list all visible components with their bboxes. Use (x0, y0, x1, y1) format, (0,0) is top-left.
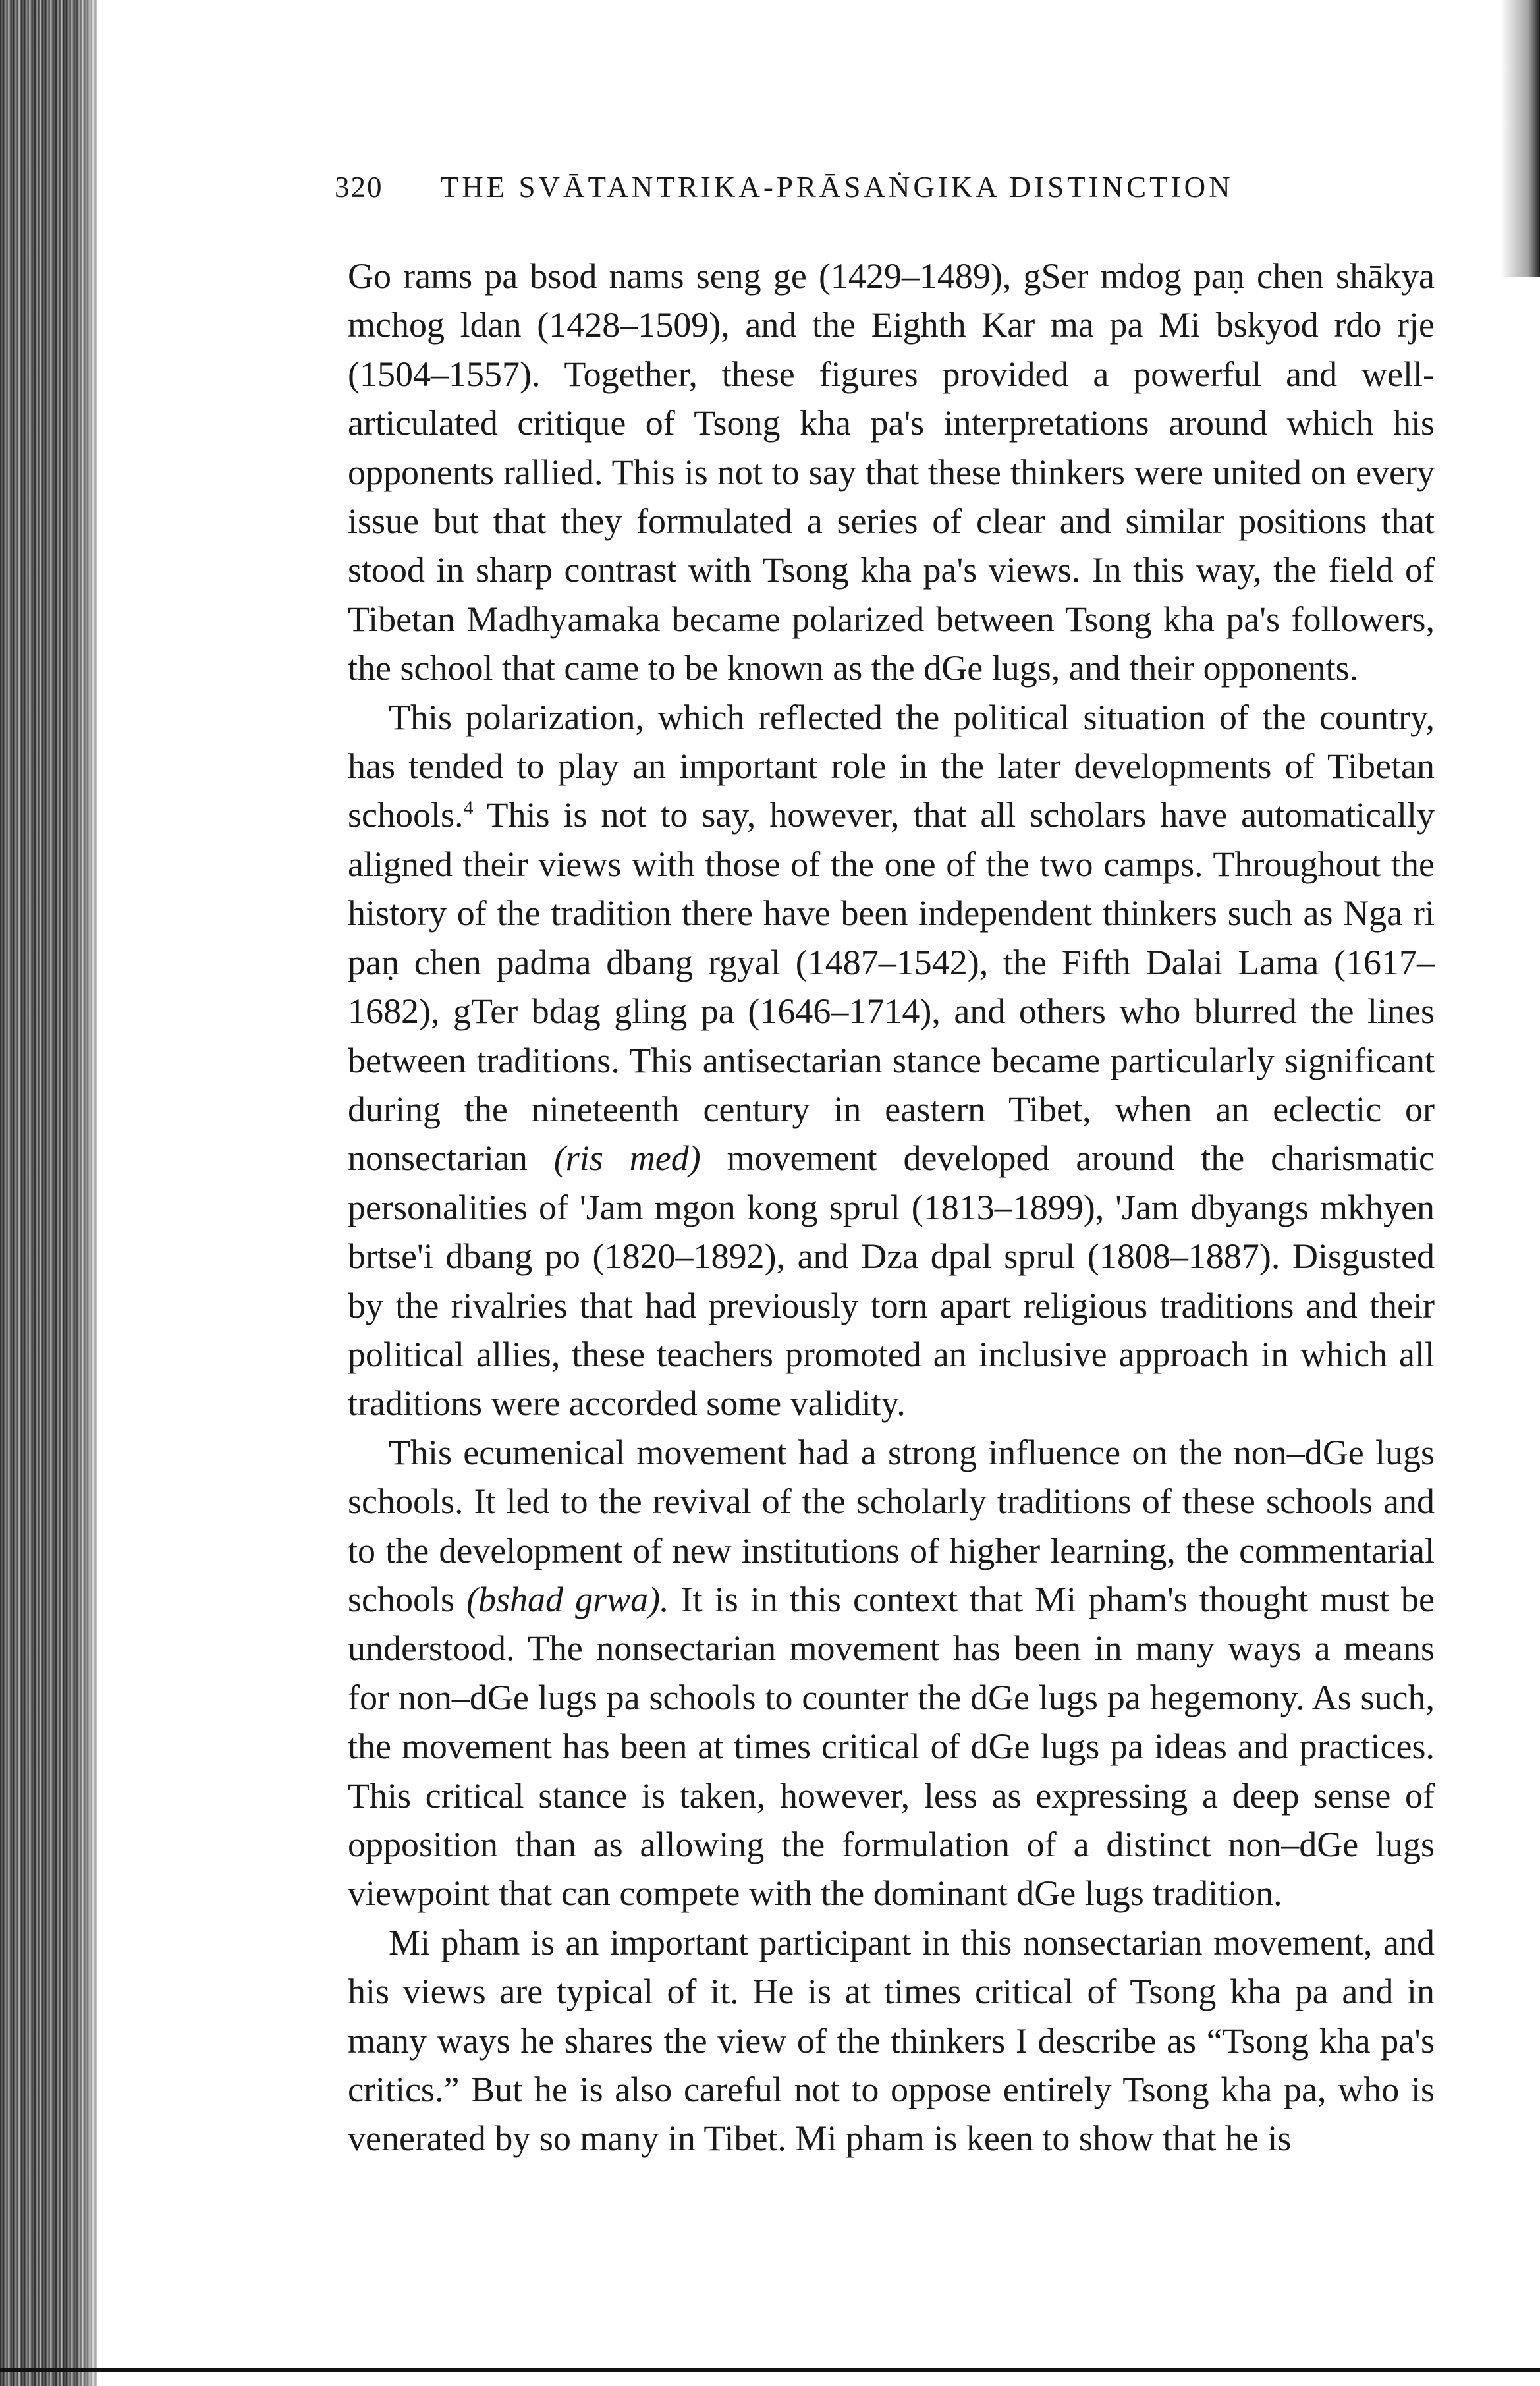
paragraph-2-text-b: This is not to say, however, that all scholars have automatically aligned their views with those of the one of the two camps. Throughout the history of the tradition there have been independent thinkers such as Nga ri paṇ chen padma dbang rgyal (1487–1542), the Fifth Dalai Lama (1617–1682), gTer bdag gling pa (1646–1714), and others who blurred the lines between traditions. This antisectarian stance became particularly significant during the nineteenth century in eastern Tibet, when an eclectic or nonsectarian (348, 795, 1435, 1179)
term-bshad-grwa: (bshad grwa). (466, 1579, 669, 1619)
page-number: 320 (335, 171, 383, 204)
footnote-ref-4[interactable]: 4 (463, 797, 474, 819)
paragraph-3-text-b: It is in this context that Mi pham's thought must be understood. The nonsectarian movement has been in many ways a means for non–dGe lugs pa schools to counter the dGe lugs pa hegemony. As such, the movement has been at times critical of dGe lugs pa ideas and practices. This critical stance is taken, however, less as expressing a deep sense of opposition than as allowing the formulation of a distinct non–dGe lugs viewpoint that can compete with the dominant dGe lugs tradition. (348, 1579, 1435, 1914)
binding-fade (72, 0, 112, 2386)
body-text (348, 252, 1435, 2163)
paragraph-4-text: Mi pham is an important participant in this nonsectarian movement, and his views are typical of it. He is at times critical of Tsong kha pa and in many ways he shares the view of the thinkers I describe as “Tsong kha pa's critics.” But he is also careful not to oppose entirely Tsong kha pa, who is venerated by so many in Tibet. Mi pham is keen to show that he is (348, 1922, 1435, 2159)
paragraph-1 (348, 252, 1435, 693)
running-header (335, 170, 1323, 204)
paragraph-2-text-c: movement developed around the charismatic personalities of 'Jam mgon kong sprul (1813–1899), 'Jam dbyangs mkhyen brtse'i dbang po (1820–1892), and Dza dpal sprul (1808–1887). Disgusted by the rivalries that had previously torn apart religious traditions and their political allies, these teachers promoted an inclusive approach in which all traditions were accorded some validity. (348, 1138, 1435, 1424)
paragraph-2-text-a: This polarization, which reflected the political situation of the country, has tended to play an important role in the later developments of Tibetan schools. (348, 697, 1435, 835)
paragraph-3-text-a: This ecumenical movement had a strong influence on the non–dGe lugs schools. It led to the revival of the scholarly traditions of these schools and to the development of new institutions of higher learning, the commentarial schools (348, 1432, 1435, 1619)
scan-bottom-edge (0, 2368, 1540, 2372)
paragraph-3 (348, 1428, 1435, 1918)
paragraph-1-text: Go rams pa bsod nams seng ge (1429–1489), gSer mdog paṇ chen shākya mchog ldan (1428–1509), and the Eighth Kar ma pa Mi bskyod rdo rje (1504–1557). Together, these figures provided a powerful and well-articulated critique of Tsong kha pa's interpretations around which his opponents rallied. This is not to say that these thinkers were united on every issue but that they formulated a series of clear and similar positions that stood in sharp contrast with Tsong kha pa's views. In this way, the field of Tibetan Madhyamaka became polarized between Tsong kha pa's followers, the school that came to be known as the dGe lugs, and their opponents. (348, 256, 1435, 688)
paragraph-2 (348, 693, 1435, 1428)
paragraph-4 (348, 1918, 1435, 2163)
running-title: THE SVĀTANTRIKA-PRĀSAṄGIKA DISTINCTION (440, 171, 1234, 204)
term-ris-med: (ris med) (553, 1138, 701, 1179)
page-corner-shadow (1500, 0, 1540, 277)
